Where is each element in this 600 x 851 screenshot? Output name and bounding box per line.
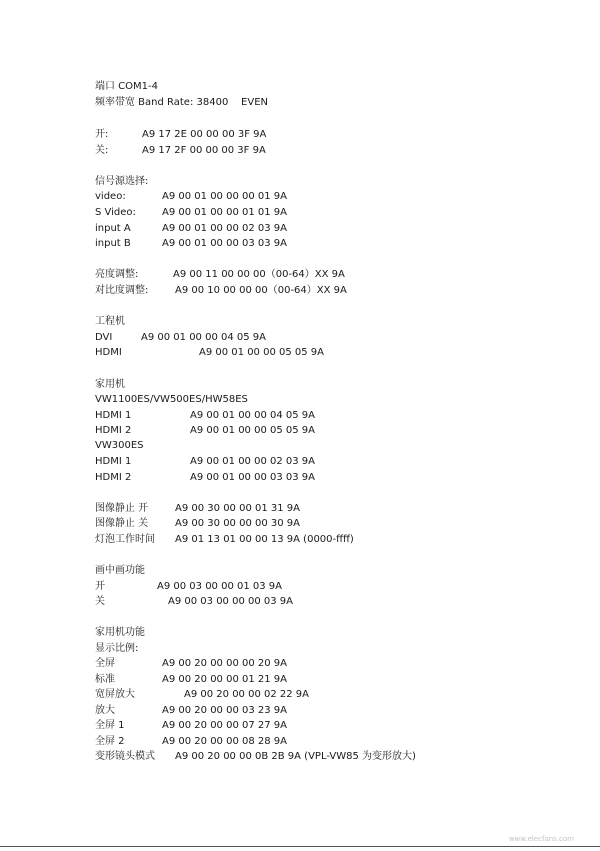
row-code: A9 00 10 00 00 00（00-64）XX 9A: [175, 285, 347, 296]
row-label: 图像静止 关: [95, 518, 149, 529]
row-label: 放大: [95, 705, 115, 716]
row-label: input A: [95, 223, 131, 234]
row-code: A9 00 20 00 00 00 20 9A: [162, 658, 288, 669]
row-code: A9 00 20 00 00 02 22 9A: [184, 689, 310, 700]
row-label: 开: [95, 581, 105, 592]
row-label: HDMI: [95, 347, 122, 358]
row-label: 宽屏放大: [95, 689, 135, 700]
aspect-heading: 显示比例:: [95, 643, 139, 654]
row-label: 变形镜头模式: [95, 751, 155, 762]
row-code: A9 17 2E 00 00 00 3F 9A: [142, 129, 267, 140]
row-label: 对比度调整:: [95, 285, 149, 296]
row-code: A9 00 20 00 00 08 28 9A: [162, 736, 288, 747]
row-label: 全屏: [95, 658, 115, 669]
row-label: HDMI 2: [95, 425, 132, 436]
row-code: A9 00 01 00 00 02 03 9A: [162, 223, 288, 234]
engineering-heading: 工程机: [95, 316, 125, 327]
home-models-b: VW300ES: [95, 440, 144, 451]
row-code: A9 17 2F 00 00 00 3F 9A: [142, 145, 266, 156]
bottom-rule: [0, 846, 600, 847]
row-label: 图像静止 开: [95, 503, 149, 514]
signal-heading: 信号源选择:: [95, 176, 149, 187]
row-label: 标准: [95, 674, 115, 685]
row-code: A9 00 20 00 00 07 27 9A: [162, 720, 288, 731]
row-label: 关: [95, 596, 105, 607]
home-heading: 家用机: [95, 379, 125, 390]
row-code: A9 00 01 00 00 05 05 9A: [190, 425, 316, 436]
row-code: A9 00 01 00 00 04 05 9A: [190, 410, 316, 421]
watermark-text: www.elecfans.com: [508, 835, 574, 843]
port-line: 端口 COM1-4: [95, 81, 158, 92]
baud-rate-line: 频率带宽 Band Rate: 38400 EVEN: [95, 97, 268, 108]
row-label: video:: [95, 191, 126, 202]
row-code: A9 00 20 00 00 03 23 9A: [162, 705, 288, 716]
row-code: A9 00 30 00 00 01 31 9A: [175, 503, 301, 514]
row-code: A9 00 01 00 00 00 01 9A: [162, 191, 288, 202]
row-code: A9 00 20 00 00 01 21 9A: [162, 674, 288, 685]
row-label: HDMI 1: [95, 456, 132, 467]
row-label: 全屏 2: [95, 736, 125, 747]
row-code: A9 00 03 00 00 00 03 9A: [168, 596, 294, 607]
row-label: 亮度调整:: [95, 269, 139, 280]
row-code: A9 00 01 00 00 05 05 9A: [199, 347, 325, 358]
row-label: S Video:: [95, 207, 136, 218]
row-code: A9 00 11 00 00 00（00-64）XX 9A: [173, 269, 345, 280]
home-function-heading: 家用机功能: [95, 627, 145, 638]
row-code: A9 00 03 00 00 01 03 9A: [157, 581, 283, 592]
row-label: 灯泡工作时间: [95, 534, 155, 545]
row-code: A9 00 30 00 00 00 30 9A: [175, 518, 301, 529]
row-label: HDMI 1: [95, 410, 132, 421]
row-code: A9 01 13 01 00 00 13 9A (0000-ffff): [175, 534, 354, 545]
row-code: A9 00 01 00 00 04 05 9A: [141, 332, 267, 343]
row-code: A9 00 01 00 00 02 03 9A: [190, 456, 316, 467]
row-code: A9 00 01 00 00 03 03 9A: [162, 238, 288, 249]
row-label: DVI: [95, 332, 113, 343]
row-label: 关:: [95, 145, 109, 156]
row-label: 开:: [95, 129, 109, 140]
row-label: 全屏 1: [95, 720, 125, 731]
pip-heading: 画中画功能: [95, 565, 145, 576]
row-label: input B: [95, 238, 131, 249]
home-models-a: VW1100ES/VW500ES/HW58ES: [95, 394, 248, 405]
row-code: A9 00 01 00 00 03 03 9A: [190, 472, 316, 483]
row-label: HDMI 2: [95, 472, 132, 483]
row-code: A9 00 01 00 00 01 01 9A: [162, 207, 288, 218]
row-code: A9 00 20 00 00 0B 2B 9A (VPL-VW85 为变形放大): [175, 751, 416, 762]
